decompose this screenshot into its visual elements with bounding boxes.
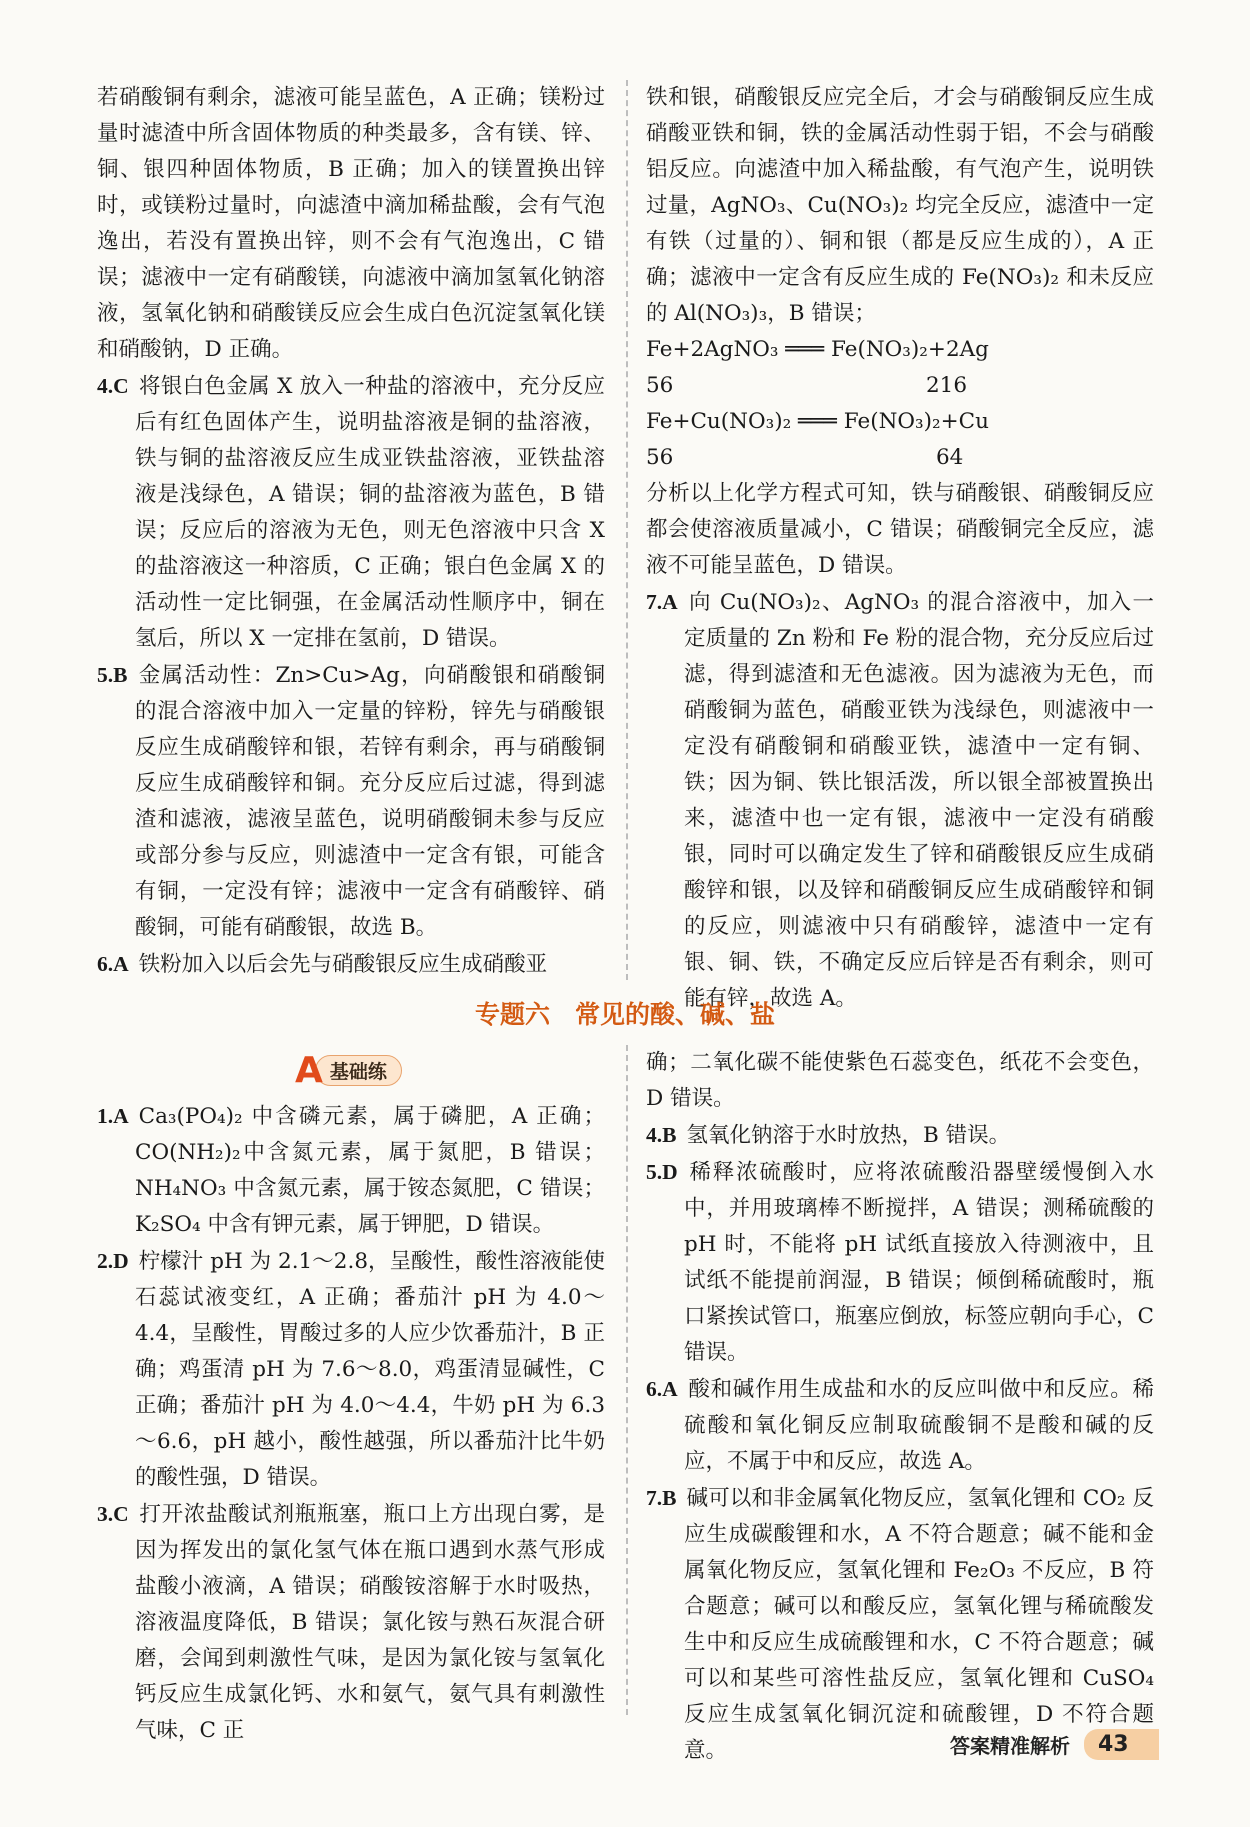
equation-2: Fe+Cu(NO₃)₂ ═══ Fe(NO₃)₂+Cu (646, 409, 989, 434)
equation-2-masses (646, 440, 1154, 476)
item-number: 6.A (97, 952, 129, 976)
badge-letter: A (295, 1049, 323, 1091)
item-number: 7.A (646, 590, 678, 614)
answer-item-3 (97, 1496, 605, 1749)
answer-paragraph: 确；二氧化碳不能使紫色石蕊变色，纸花不会变色，D 错误。 (646, 1050, 1154, 1111)
item-text: 向 Cu(NO₃)₂、AgNO₃ 的混合溶液中，加入一定质量的 Zn 粉和 Fe 粉的混合物，充分反应后过滤，得到滤渣和无色滤液。因为滤液为无色，而硝酸铜为蓝色，硝酸亚铁为浅绿色，则滤液中一定没有硝酸铜和硝酸亚铁，滤渣中一定有铜、铁；因为铜、铁比银活泼，所以银全部被置换出来，滤渣中也一定有银，滤液中一定没有硝酸银，同时可以确定发生了锌和硝酸银反应生成硝酸锌和银，以及锌和硝酸铜反应生成硝酸锌和铜的反应，则滤液中只有硝酸锌，滤渣中一定有银、铜、铁，不确定反应后锌是否有剩余，则可能有锌，故选 A。 (684, 590, 1154, 1011)
answer-item-6 (97, 946, 605, 983)
item-text: 稀释浓硫酸时，应将浓硫酸沿器壁缓慢倒入水中，并用玻璃棒不断搅拌，A 错误；测稀硫酸的 pH 时，不能将 pH 试纸直接放入待测液中，且试纸不能提前润湿，B 错误；倾倒稀硫酸时，瓶口紧挨试管口，瓶塞应倒放，标签应朝向手心，C 错误。 (684, 1160, 1154, 1365)
item-number: 4.B (646, 1123, 677, 1147)
answer-item-4 (646, 1117, 1154, 1154)
column-divider-bottom (626, 1045, 628, 1715)
item-number: 2.D (97, 1249, 129, 1273)
footer-label: 答案精准解析 (950, 1733, 1070, 1758)
page-number: 43 (1084, 1729, 1159, 1760)
item-text: 氢氧化钠溶于水时放热，B 错误。 (686, 1123, 1011, 1148)
item-text: Ca₃(PO₄)₂ 中含磷元素，属于磷肥，A 正确；CO(NH₂)₂中含氮元素，属于氮肥，B 错误；NH₄NO₃ 中含氮元素，属于铵态氮肥，C 错误；K₂SO₄ 中含有钾元素，属于钾肥，D 错误。 (135, 1104, 605, 1237)
column-divider-top (626, 80, 628, 980)
answer-item-6 (646, 1371, 1154, 1480)
mass-fe: 56 (646, 445, 674, 470)
item-text: 将银白色金属 X 放入一种盐的溶液中，充分反应后有红色固体产生，说明盐溶液是铜的盐溶液，铁与铜的盐溶液反应生成亚铁盐溶液，亚铁盐溶液是浅绿色，A 错误；铜的盐溶液为蓝色，B 错误；反应后的溶液为无色，则无色溶液中只含 X 的盐溶液这一种溶质，C 正确；银白色金属 X 的活动性一定比铜强，在金属活动性顺序中，铜在氢后，所以 X 一定排在氢前，D 错误。 (135, 374, 605, 651)
equation-1: Fe+2AgNO₃ ═══ Fe(NO₃)₂+2Ag (646, 337, 989, 362)
answer-item-7 (646, 584, 1154, 1017)
answer-paragraph: 铁和银，硝酸银反应完全后，才会与硝酸铜反应生成硝酸亚铁和铜，铁的金属活动性弱于铝，不会与硝酸铝反应。向滤渣中加入稀盐酸，有气泡产生，说明铁过量，AgNO₃、Cu(NO₃)₂ 均完全反应，滤渣中一定有铁（过量的）、铜和银（都是反应生成的），A 正确；滤液中一定含有反应生成的 Fe(NO₃)₂ 和未反应的 Al(NO₃)₃，B 错误； (646, 85, 1154, 326)
item-number: 4.C (97, 374, 129, 398)
answer-item-5 (646, 1154, 1154, 1371)
mass-cu: 64 (936, 445, 964, 470)
item-number: 5.B (97, 663, 128, 687)
page-footer (950, 1724, 1159, 1764)
right-column-top (646, 80, 1154, 1017)
answer-item-5 (97, 657, 605, 946)
item-number: 3.C (97, 1502, 129, 1526)
answer-item-1 (97, 1098, 605, 1243)
item-text: 金属活动性：Zn>Cu>Ag，向硝酸银和硝酸铜的混合溶液中加入一定量的锌粉，锌先与硝酸银反应生成硝酸锌和银，若锌有剩余，再与硝酸铜反应生成硝酸锌和铜。充分反应后过滤，得到滤渣和滤液，滤液呈蓝色，说明硝酸铜未参与反应或部分参与反应，则滤渣中一定含有银，可能含有铜，一定没有锌；滤液中一定含有硝酸锌、硝酸铜，可能有硝酸银，故选 B。 (135, 663, 605, 940)
answer-paragraph: 分析以上化学方程式可知，铁与硝酸银、硝酸铜反应都会使溶液质量减小，C 错误；硝酸铜完全反应，滤液不可能呈蓝色，D 错误。 (646, 481, 1154, 578)
right-column-bottom (646, 1045, 1154, 1769)
answer-item-4 (97, 368, 605, 657)
item-text: 打开浓盐酸试剂瓶瓶塞，瓶口上方出现白雾，是因为挥发出的氯化氢气体在瓶口遇到水蒸气形成盐酸小液滴，A 错误；硝酸铵溶解于水时吸热，溶液温度降低，B 错误；氯化铵与熟石灰混合研磨，会闻到刺激性气味，是因为氯化铵与氢氧化钙反应生成氯化钙、水和氨气，氨气具有刺激性气味，C 正 (135, 1502, 605, 1743)
item-text: 柠檬汁 pH 为 2.1～2.8，呈酸性，酸性溶液能使石蕊试液变红，A 正确；番茄汁 pH 为 4.0～4.4，呈酸性，胃酸过多的人应少饮番茄汁，B 正确；鸡蛋清 pH 为 7.6～8.0，鸡蛋清显碱性，C 正确；番茄汁 pH 为 4.0～4.4，牛奶 pH 为 6.3～6.6，pH 越小，酸性越强，所以番茄汁比牛奶的酸性强，D 错误。 (135, 1249, 605, 1490)
mass-ag: 216 (926, 373, 968, 398)
item-number: 5.D (646, 1160, 678, 1184)
item-text: 酸和碱作用生成盐和水的反应叫做中和反应。稀硫酸和氧化铜反应制取硫酸铜不是酸和碱的反应，不属于中和反应，故选 A。 (684, 1377, 1154, 1474)
item-number: 6.A (646, 1377, 678, 1401)
basic-practice-badge (295, 1050, 402, 1090)
item-text: 铁粉加入以后会先与硝酸银反应生成硝酸亚 (138, 952, 548, 977)
left-column-bottom (97, 1098, 605, 1749)
left-column-top (97, 80, 605, 983)
item-text: 碱可以和非金属氧化物反应，氢氧化锂和 CO₂ 反应生成碳酸锂和水，A 不符合题意；碱不能和金属氧化物反应，氢氧化锂和 Fe₂O₃ 不反应，B 符合题意；碱可以和酸反应，氢氧化锂与稀硫酸发生中和反应生成硫酸锂和水，C 不符合题意；碱可以和某些可溶性盐反应，氢氧化锂和 CuSO₄ 反应生成氢氧化铜沉淀和硫酸锂，D 不符合题意。 (684, 1486, 1154, 1763)
mass-fe: 56 (646, 373, 674, 398)
item-number: 1.A (97, 1104, 129, 1128)
answer-item-2 (97, 1243, 605, 1496)
section-title: 专题六 常见的酸、碱、盐 (474, 1000, 775, 1029)
answer-paragraph: 若硝酸铜有剩余，滤液可能呈蓝色，A 正确；镁粉过量时滤渣中所含固体物质的种类最多，含有镁、锌、铜、银四种固体物质，B 正确；加入的镁置换出锌时，或镁粉过量时，向滤渣中滴加稀盐酸，会有气泡逸出，若没有置换出锌，则不会有气泡逸出，C 错误；滤液中一定有硝酸镁，向滤液中滴加氢氧化钠溶液，氢氧化钠和硝酸镁反应会生成白色沉淀氢氧化镁和硝酸钠，D 正确。 (97, 85, 605, 362)
equation-1-masses (646, 368, 1154, 404)
badge-label: 基础练 (315, 1055, 402, 1086)
item-number: 7.B (646, 1486, 677, 1510)
